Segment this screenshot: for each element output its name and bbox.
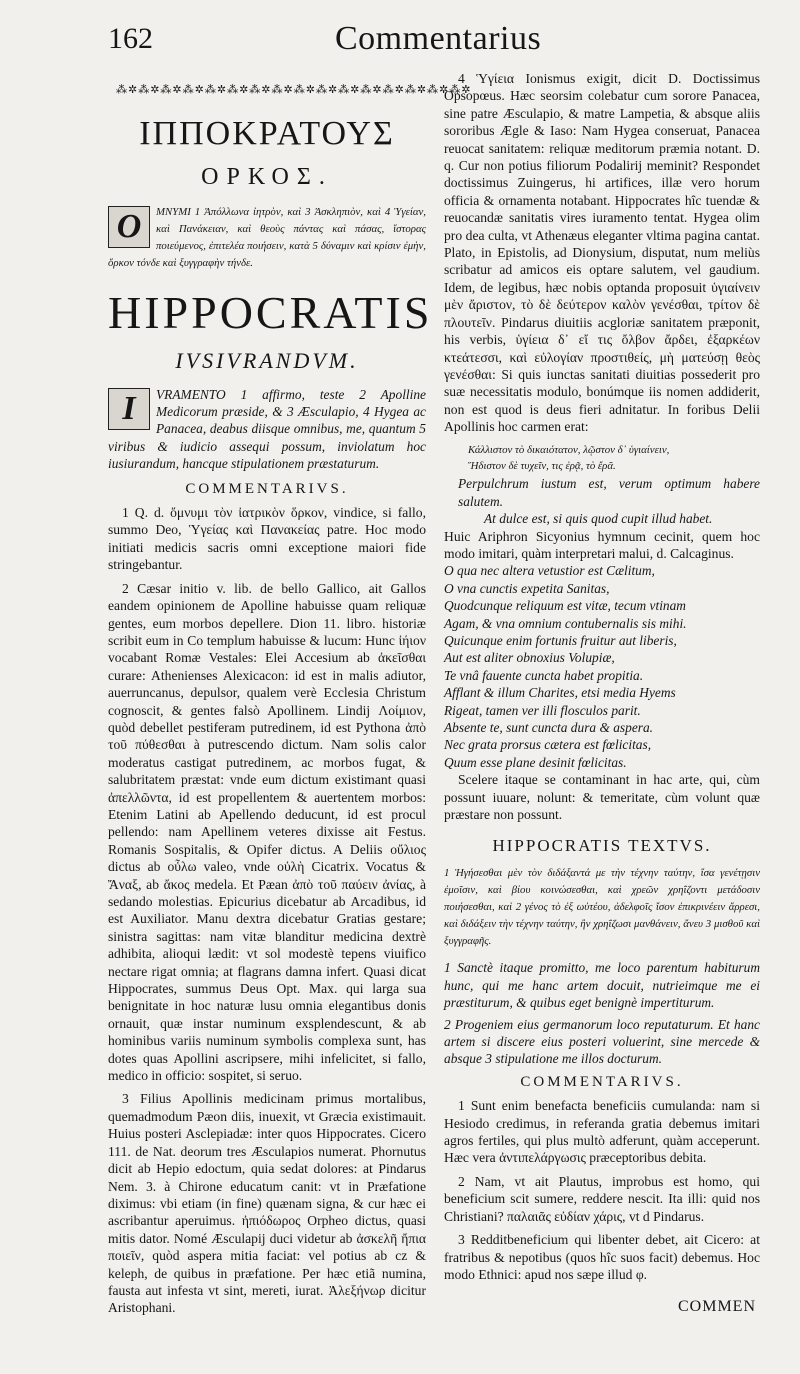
greek-textus: 1 Ἡγήσεσθαι μὲν τὸν διδάξαντά με τὴν τέχνην ταύτην, ἴσα γενέτῃσιν ἐμοῖσιν, καὶ βίου κοινώσεσθαι, καὶ χρεῶν χρηΐζοντι μετάδοσιν ποιήσεσθαι, καὶ 2 γένος τὸ ἐξ ωὐτέου, ἀδελφοῖς ἴσον ἐπικρινέειν ἄρρεσι, καὶ διδάξειν τὴν τέχνην ταύτην, ἢν χρηΐζωσι μανθάνειν, ἄνευ 3 μισθοῦ καὶ ξυγγραφῆς. bbox=[444, 866, 760, 947]
latin-title: HIPPOCRATIS bbox=[108, 286, 433, 338]
hymn-line: Rigeat, tamen ver illi flosculos parit. bbox=[444, 702, 641, 718]
commentary-paragraph: 4 Ὑγίεια Ionismus exigit, dicit D. Doctissimus Opsopœus. Hæc seorsim colebatur cum sorore Panacea, sine patre Æsculapio, & matre Lampetia, & absque aliis sororibus Ægle & Iaso: Nam Hygea conseruat, Panacea reuocat sanitatem: reliquæ meditorum præmia notant. D. q. Cur non potius filiorum Podalirij meminit? Respondet doctissimus Zuingerus, hi artifices, illæ vero horum officia & ornamenta notabant. Hippocrates hîc tuendæ & reuocandæ sanitatis vires iuramento tentat. Hygea olim pro dea culta, vt Athenæus eleganter vltima pagina cantat. Plato, in Epistolis, ad Dionysium, disputat, num meliùs scribatur ad amicos eis optare salutem, vel gaudium. Idem, de legibus, hæc nobis optanda proposuit ὑγιαίνειν μὲν ἄριστον, τὸ δὲ δεύτερον καλὸν γενέσθαι, τρίτον δὲ πλουτεῖν. Pindarus diuitiis acgloriæ sanitatem præponit, his verbis, ὑγίεια δ᾽ εἴ τις ὄλβον ἄρδει, ἐξαρκέων κτεάτεσσι, καὶ εὐλογίαν προστιθείς, μὴ ματεύσῃ θεὸς γενέσθαι: Si quis iunctas sanitati diuitias possederit pro suæ necessitatis modulo, bonúmque iis nomen addiderit, non est quod is deus fieri adnitatur. In foribus Delii Apollinis hoc carmen erat: bbox=[444, 71, 760, 435]
commentary-paragraph: 2 Nam, vt ait Plautus, improbus est homo, qui beneficium scit sumere, reddere nescit. Ita illi: quid nos Christiani? παλαιᾶς εὐδίαν χάρις, vt d Pindarus. bbox=[444, 1173, 760, 1224]
greek-dropcap bbox=[108, 206, 150, 248]
latin-dropcap-letter: I bbox=[122, 389, 136, 427]
left-column bbox=[108, 100, 433, 1323]
hymn-line: Te vnâ fauente cuncta habet propitia. bbox=[444, 667, 644, 683]
hymn-line: Quodcunque reliquum est vitæ, tecum vtinam bbox=[444, 598, 686, 614]
hymn-line: Afflant & illum Charites, etsi media Hyems bbox=[444, 685, 676, 701]
hymn-line: Absente te, sunt cuncta dura & aspera. bbox=[444, 720, 654, 736]
greek-verse-line: Κάλλιστον τὸ δικαιότατον, λῷστον δ᾽ ὑγιαίνειν, bbox=[468, 443, 670, 456]
commentary-paragraph: Scelere itaque se contaminant in hac arte, qui, cùm possunt iuuare, nolunt: & temeritate, cùm volunt quæ præstare non possunt. bbox=[444, 772, 760, 823]
hymn-line: Quum esse plane desinit fœlicitas. bbox=[444, 754, 627, 770]
catchword: COMMEN bbox=[677, 1298, 756, 1315]
greek-verse-line: Ἥδιστον δὲ τυχεῖν, τις ἐρᾷ, τὸ ἔρᾶ. bbox=[468, 460, 616, 473]
right-column bbox=[444, 70, 760, 1289]
greek-oath-block bbox=[108, 204, 426, 272]
latin-oath-block bbox=[108, 386, 426, 473]
textus-heading: HIPPOCRATIS TEXTVS. bbox=[492, 836, 712, 856]
latin-textus-paragraph: 2 Progeniem eius germanorum loco reputaturum. Et hanc artem si discere eius posteri voluerint, sine mercede & absque 3 stipulatione me illos docturum. bbox=[444, 1016, 760, 1067]
commentary-paragraph: 3 Redditbeneficium qui libenter debet, ait Cicero: at fratribus & nepotibus (quos hîc suos facit) debemus. Hoc modo Ethnici: apud nos sæpe illud φ. bbox=[444, 1232, 760, 1282]
commentary-heading: COMMENTARIVS. bbox=[520, 1073, 684, 1090]
commentary-heading: COMMENTARIVS. bbox=[185, 480, 349, 497]
latin-subtitle: IVSIVRANDVM. bbox=[175, 347, 359, 373]
greek-title: ΙΠΠΟΚΡΑΤΟΥΣ bbox=[139, 115, 395, 152]
hymn-line: Agam, & vna omnium contubernalis sis mihi. bbox=[444, 615, 687, 631]
page-number: 162 bbox=[108, 22, 153, 55]
greek-subtitle: ΟΡΚΟΣ. bbox=[201, 164, 333, 190]
latin-verse-line: At dulce est, si quis quod cupit illud habet. bbox=[484, 511, 713, 527]
latin-dropcap bbox=[108, 388, 150, 430]
running-head: Commentarius bbox=[335, 20, 542, 57]
hymn-line: O vna cunctis expetita Sanitas, bbox=[444, 580, 610, 596]
hymn-line: Nec grata prorsus cætera est fœlicitas, bbox=[444, 737, 652, 753]
commentary-paragraph: Huic Ariphron Sicyonius hymnum cecinit, quem hoc modo imitari, quàm interpretari malui, d. Calcaginus. bbox=[444, 528, 760, 561]
latin-textus-paragraph: 1 Sanctè itaque promitto, me loco parentum habiturum hunc, qui me hanc artem docuit, nutrieimque me ei præstiturum, & quibus eget benignè impertiturum. bbox=[444, 960, 760, 1011]
hymn-line: Quicunque enim fortunis fruitur aut liberis, bbox=[444, 633, 677, 648]
hymn-line: Aut est aliter obnoxius Volupiæ, bbox=[444, 650, 615, 666]
commentary-paragraph: 1 Q. d. ὄμνυμι τὸν ἰατρικὸν ὅρκον, vindice, si fallo, summo Deo, Ὑγείας καὶ Πανακείας patre. Hoc modo initiati medicis sacris omni exceptione maiori fide stringebantur. bbox=[108, 505, 426, 573]
latin-oath-text: VRAMENTO 1 affirmo, teste 2 Apolline Medicorum præside, & 3 Æsculapio, 4 Hygea ac Panacea, deabus diisque omnibus, me, quantum 5 viribus & iudicio assequi possum, inviolatum hoc iusiurandum, hancque stipulationem præstaturum. bbox=[108, 386, 426, 472]
commentary-paragraph: 2 Cæsar initio v. lib. de bello Gallico, ait Gallos eandem opinionem de Apolline habuisse quam reliquæ gentes, eum morbos depellere. Dion 11. libro. historiæ scribit eum in Co templum habuisse & lucum: Hunc ἰήιον vocabant Romæ Vestales: Elei Accesium ab ἀκεῖσθαι curare: Athenienses Alexicacon: id est in malis adiutor, auerruncanus, depulsor, qualem verè Ecclesia Christum cognoscit, & gentes falsò Apollinem. Lindij Λοίμιον, quòd debellet pestiferam putredinem, id est Pythona ἀπὸ τοῦ πύθεσθαι à putrescendo dictum. Nam solis calor moderatus castigat putredinem, ac morbos fugat, & salubritatem præstat: vnde eum dictum existimant quasi ἀπελλῶντα, id est propellentem & auertentem morbos: Etenim Latini ab Apellendo deducunt, id est procul pellendo: nam Apellinem veteres dixisse ait Festus. Romanis Sospitalis, & Opifer dictus. A Deliis οὔλιος dictus ab οὖλω valeo, vnde οὐλὴ Cicatrix. Vocatus & Ἄναξ, ab ἄκος medela. Et Pæan ἀπὸ τοῦ παύειν ἀνίας, à sedando molestias. Epicurius dicebatur ab Arcadibus, id est Auxiliator. Manu dextra dicebatur Gratias gestare; sinistra sagittas: nam vitæ blanditur medicina dextrè adhibita, alioqui lædit: vt sol modestè tepens viuifico nectare rigat omnia; at flagrans damna infert. Quasi dicat Hippocrates, summus Deus Opt. Max. qui larga sua benignitate in hoc naturæ lusu omnia elegantibus donis ornauit, quæ instar numinum exsplendescunt, & ab hominibus variis numinum symbolis complexa sunt, has dotes quas Apollini ascripsere, mihi infelicitet, si fallo, medico in officio: sospitet, si seruo. bbox=[108, 580, 426, 1084]
greek-oath-text: ΜΝΥΜΙ 1 Ἀπόλλωνα ἰητρὸν, καὶ 3 Ἀσκληπιὸν, καὶ 4 Ὑγείαν, καὶ Πανάκειαν, καὶ θεοὺς πάντας καὶ πάσας, ἵστορας ποιεύμενος, ἐπιτελέα ποιήσειν, κατὰ 5 δύναμιν καὶ κρίσιν ἐμὴν, ὅρκον τόνδε καὶ ξυγγραφὴν τήνδε. bbox=[108, 206, 426, 269]
commentary-paragraph: 1 Sunt enim benefacta beneficiis cumulanda: nam si Hesiodo credimus, in referanda gratia debemus imitari agros fertiles, qui plus multò adferunt, quàm acceperunt. Hæc vera ἀντιπελάργωσις præceptoribus debita. bbox=[444, 1098, 760, 1166]
greek-dropcap-letter: Ο bbox=[116, 208, 142, 245]
hymn-line: O qua nec altera vetustior est Cælitum, bbox=[444, 563, 655, 579]
latin-verse-line: Perpulchrum iustum est, verum optimum habere salutem. bbox=[458, 476, 760, 509]
decorative-ornament-band: ⁂✲⁂✲⁂✲⁂✲⁂✲⁂✲⁂✲⁂✲⁂✲⁂✲⁂✲⁂✲⁂✲⁂✲⁂✲⁂✲ bbox=[116, 84, 472, 96]
commentary-paragraph: 3 Filius Apollinis medicinam primus mortalibus, quemadmodum Pæon diis, inuexit, vt Græcia existimauit. Huius posteri Asclepiadæ: inter quos Hippocrates. Cicero 111. de Nat. deorum tres Æsculapios numerat. Phornutus dicit ab Hepio edoctum, quia sedat dolores: at Pindarus Nem. 3. à Chirone educatum canit: vt in Præfatione diximus: vbi etiam (in fine) quænam signa, & cur hæc ei ascribantur aperuimus. ἠπιόδωρος Orpheo dictus, quasi mitis dator. Nomé Æsculapij duci videtur ab ἀσκελῆ ἤπια ποιεῖν, quòd aspera mitia faciat: vel potius ab cz & keleph, de quibus in præfatione. Per hæc etiã numina, fausta aut infesta vt sint, mereti, iurat. Ἀλεξήνωρ dicitur Aristophani. bbox=[108, 1091, 426, 1316]
